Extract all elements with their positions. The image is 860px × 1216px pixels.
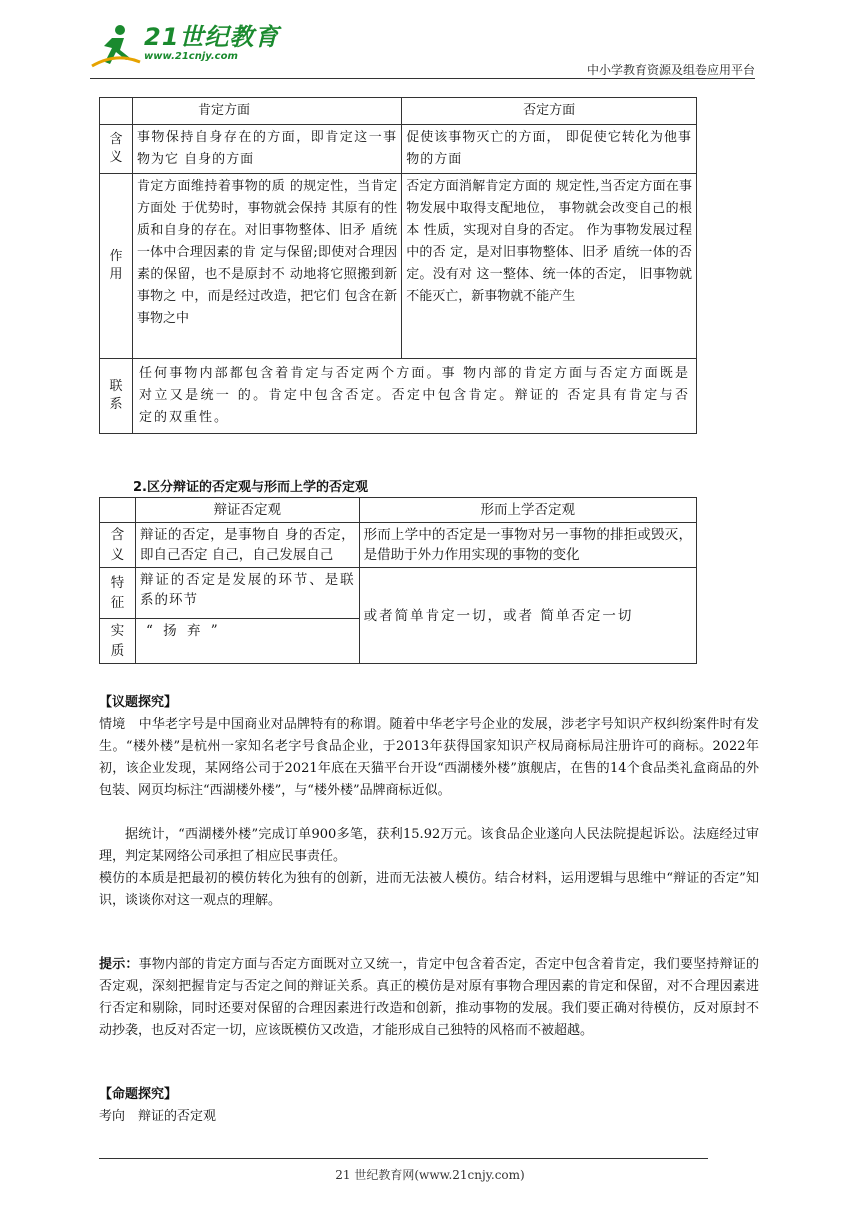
affirmation-negation-table <box>99 97 697 434</box>
row-label: 特征 <box>100 568 136 619</box>
site-logo <box>90 22 279 72</box>
positive-meaning: 事物保持自身存在的方面，即肯定这一事物为它 自身的方面 <box>132 125 401 174</box>
table-row <box>100 359 697 434</box>
table-header-row <box>100 498 697 523</box>
hint-text: 事物内部的肯定方面与否定方面既对立又统一，肯定中包含着否定，否定中包含着肯定，我们要坚持辩证的否定观，深刻把握肯定与否定之间的辩证关系。真正的模仿是对原有事物合理因素的肯定和保留，对不合理因素进行否定和剔除，同时还要对保留的合理因素进行改造和创新，推动事物的发展。我们要正确对待模仿，反对原封不动抄袭，也反对否定一切，应该既模仿又改造，才能形成自己独特的风格而不被超越。 <box>99 957 759 1038</box>
negative-meaning: 促使该事物灭亡的方面， 即促使它转化为他事物的方面 <box>402 125 697 174</box>
metaphysical-meaning: 形而上学中的否定是一事物对另一事物的排拒或毁灭，是借助于外力作用实现的事物的变化 <box>359 523 696 568</box>
hint-label: 提示： <box>99 957 139 972</box>
proposition-direction: 考向 辩证的否定观 <box>99 1109 217 1124</box>
col-negative-header: 否定方面 <box>402 98 697 125</box>
table-row <box>100 174 697 359</box>
inquiry-para-2: 据统计，“西湖楼外楼”完成订单900多笔，获利15.92万元。该食品企业遂向人民法院提起诉讼。法庭经过审理，判定某网络公司承担了相应民事责任。 <box>99 827 759 864</box>
logo-title: 21世纪教育 <box>144 23 280 51</box>
hint-block <box>99 954 759 1042</box>
table-header-row <box>100 98 697 125</box>
row-label: 含义 <box>100 125 133 174</box>
link-text: 任何事物内部都包含着肯定与否定两个方面。事 物内部的肯定方面与否定方面既是对立又是统一 的。肯定中包含否定。否定中包含肯定。辩证的 否定具有肯定与否定的双重性。 <box>132 359 696 434</box>
dialectic-essence: “ 扬 弃 ” <box>135 619 359 664</box>
dialectic-feature: 辩证的否定是发展的环节、是联系的环节 <box>135 568 359 619</box>
footer-divider <box>99 1158 708 1159</box>
row-label: 含义 <box>100 523 136 568</box>
header-divider <box>90 78 755 79</box>
empty-cell <box>100 98 133 125</box>
proposition-heading: 【命题探究】 <box>99 1087 178 1102</box>
table-row <box>100 523 697 568</box>
logo-url: www.21cnjy.com <box>144 51 238 62</box>
table-row <box>100 125 697 174</box>
col-dialectic-header: 辩证否定观 <box>135 498 359 523</box>
negative-role: 否定方面消解肯定方面的 规定性,当否定方面在事 物发展中取得支配地位， 事物就会改变自己的根本 性质，实现对自身的否定。 作为事物发展过程中的否 定，是对旧事物整体、旧矛 盾统一体的否定。没有对 这一整体、统一体的否定， 旧事物就不能灭亡，新事物就不能产生 <box>402 174 697 359</box>
col-positive-header: 肯定方面 <box>132 98 401 125</box>
runner-logo-icon <box>90 22 142 72</box>
page-footer: 21 世纪教育网(www.21cnjy.com) <box>335 1168 525 1182</box>
inquiry-para-1: 情境 中华老字号是中国商业对品牌特有的称谓。随着中华老字号企业的发展，涉老字号知识产权纠纷案件时有发生。“楼外楼”是杭州一家知名老字号食品企业，于2013年获得国家知识产权局商标局注册许可的商标。2022年初，该企业发现，某网络公司于2021年底在天猫平台开设“西湖楼外楼”旗舰店，在售的14个食品类礼盒商品的外包装、网页均标注“西湖楼外楼”，与“楼外楼”品牌商标近似。 <box>99 717 759 798</box>
metaphysical-feature-essence: 或者简单肯定一切，或者 简单否定一切 <box>359 568 696 664</box>
table-row <box>100 568 697 619</box>
positive-role: 肯定方面维持着事物的质 的规定性，当肯定方面处 于优势时，事物就会保持 其原有的性质和自身的存在。对旧事物整体、旧矛 盾统一体中合理因素的肯 定与保留;即使对合理因 素的保留，也不是原封不 动地将它照搬到新事物之 中，而是经过改造，把它们 包含在新事物之中 <box>132 174 401 359</box>
page-header <box>90 22 755 78</box>
col-metaphysical-header: 形而上学否定观 <box>359 498 696 523</box>
section-title: 2.区分辩证的否定观与形而上学的否定观 <box>133 480 368 495</box>
empty-cell <box>100 498 136 523</box>
negation-views-table <box>99 497 697 664</box>
platform-name: 中小学教育资源及组卷应用平台 <box>586 63 755 77</box>
inquiry-question: 模仿的本质是把最初的模仿转化为独有的创新，进而无法被人模仿。结合材料，运用逻辑与思维中“辩证的否定”知识，谈谈你对这一观点的理解。 <box>99 871 759 908</box>
inquiry-heading: 【议题探究】 <box>99 695 178 710</box>
row-label: 联系 <box>100 359 133 434</box>
row-label: 作用 <box>100 174 133 359</box>
dialectic-meaning: 辩证的否定，是事物自 身的否定，即自己否定 自己，自己发展自己 <box>135 523 359 568</box>
row-label: 实质 <box>100 619 136 664</box>
